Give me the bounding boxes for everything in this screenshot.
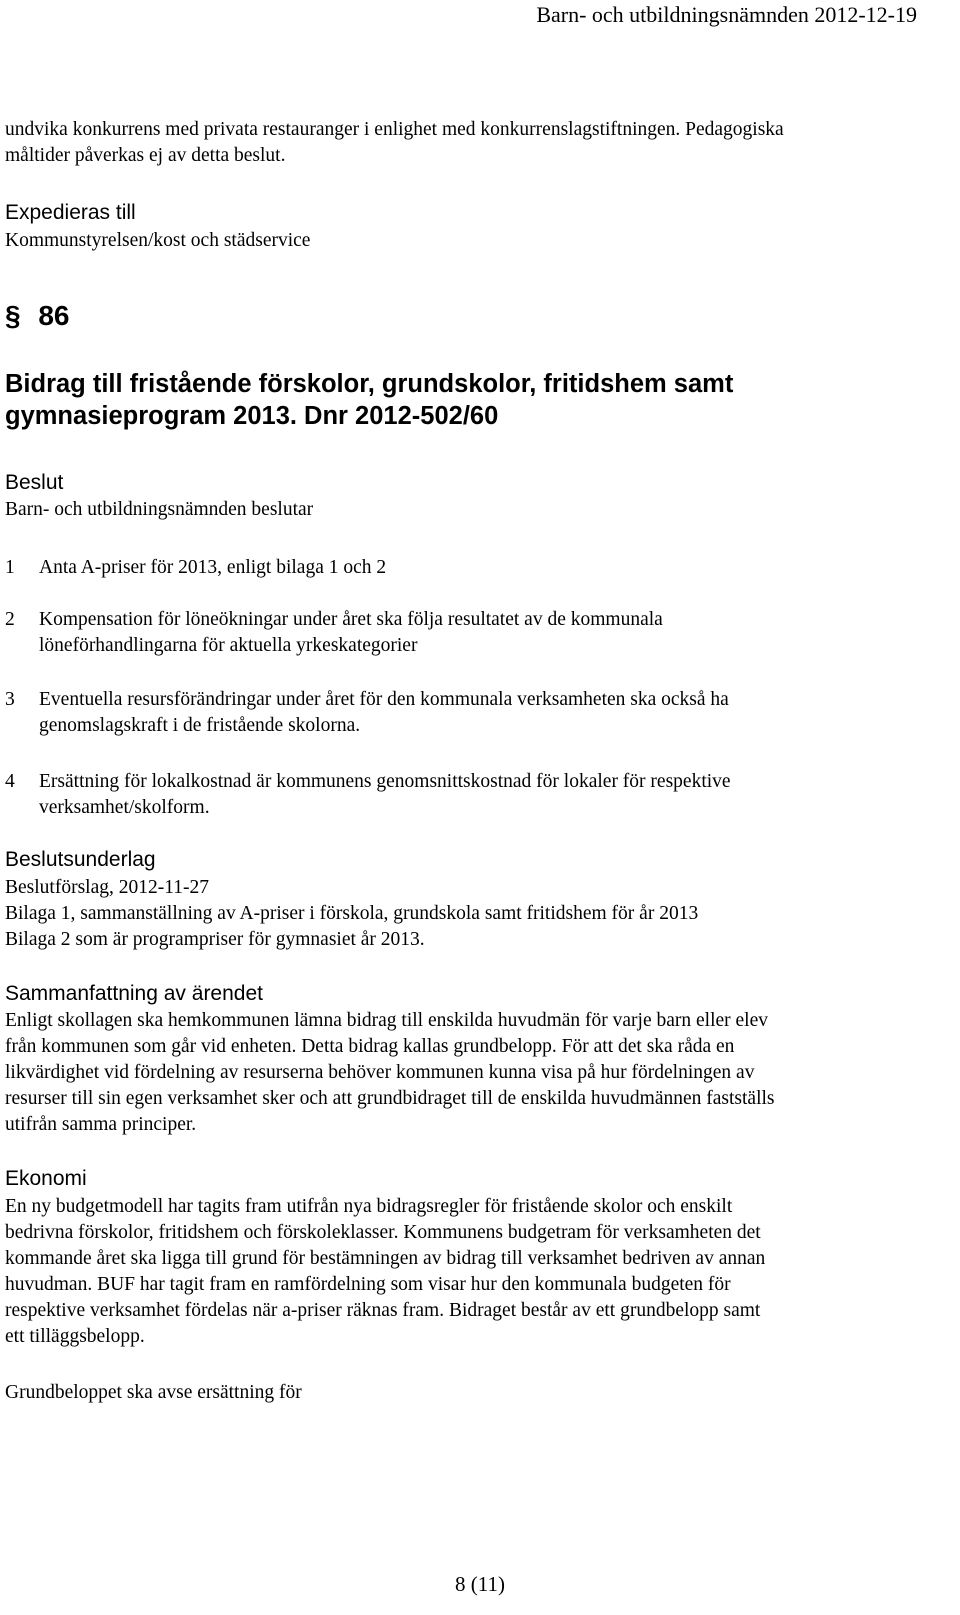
text-line: huvudman. BUF har tagit fram en ramfördelning som visar hur den kommunala budgeten för bbox=[5, 1274, 731, 1295]
page-header: Barn- och utbildningsnämnden 2012-12-19 bbox=[536, 2, 917, 27]
text-line: Eventuella resursförändringar under året för den kommunala verksamheten ska också ha bbox=[39, 689, 729, 710]
text-line: bedrivna förskolor, fritidshem och förskoleklasser. Kommunens budgetram för verksamheten det bbox=[5, 1222, 761, 1243]
text-line: verksamhet/skolform. bbox=[39, 797, 210, 818]
title-line: Bidrag till fristående förskolor, grundskolor, fritidshem samt bbox=[5, 370, 734, 398]
decision-text bbox=[39, 769, 731, 821]
text-line: likvärdighet vid fördelning av resurserna behöver kommunen kunna visa på hur fördelningen av bbox=[5, 1062, 755, 1083]
expedieras-text: Kommunstyrelsen/kost och städservice bbox=[5, 230, 311, 251]
text-line: resurser till sin egen verksamhet sker och att grundbidraget till de enskilda huvudmännen fastställs bbox=[5, 1088, 775, 1109]
text-line: respektive verksamhet fördelas när a-priser räknas fram. Bidraget består av ett grundbelopp samt bbox=[5, 1300, 761, 1321]
text-line: måltider påverkas ej av detta beslut. bbox=[5, 145, 286, 166]
decision-text bbox=[39, 687, 729, 739]
text-line: utifrån samma principer. bbox=[5, 1114, 197, 1135]
text-line: Anta A-priser för 2013, enligt bilaga 1 och 2 bbox=[39, 557, 387, 578]
page-number: 8 (11) bbox=[455, 1572, 505, 1596]
text-line: ett tilläggsbelopp. bbox=[5, 1326, 145, 1347]
text-line: genomslagskraft i de fristående skolorna. bbox=[39, 715, 361, 736]
decision-text bbox=[39, 607, 663, 659]
closing-line: Grundbeloppet ska avse ersättning för bbox=[5, 1382, 302, 1403]
decision-text bbox=[39, 555, 386, 581]
beslut-intro: Barn- och utbildningsnämnden beslutar bbox=[5, 499, 314, 520]
paragraph-number-value: 86 bbox=[38, 300, 70, 331]
beslutsunderlag-heading: Beslutsunderlag bbox=[5, 848, 156, 871]
decision-number: 3 bbox=[5, 689, 15, 710]
decision-number: 2 bbox=[5, 609, 15, 630]
decision-list bbox=[5, 0, 945, 1615]
ekonomi-heading: Ekonomi bbox=[5, 1167, 87, 1190]
ekonomi-text bbox=[5, 1194, 765, 1350]
text-line: En ny budgetmodell har tagits fram utifrån nya bidragsregler för fristående skolor och enskilt bbox=[5, 1196, 733, 1217]
text-line: Enligt skollagen ska hemkommunen lämna bidrag till enskilda huvudmän för varje barn eller elev bbox=[5, 1010, 768, 1031]
text-line: Ersättning för lokalkostnad är kommunens genomsnittskostnad för lokaler för respektive bbox=[39, 771, 731, 792]
sammanfattning-heading: Sammanfattning av ärendet bbox=[5, 982, 263, 1005]
expedieras-heading: Expedieras till bbox=[5, 201, 136, 224]
beslutsunderlag-list bbox=[5, 875, 698, 953]
document-reference: Bilaga 2 som är programpriser för gymnasiet år 2013. bbox=[5, 929, 425, 950]
text-line: från kommunen som går vid enheten. Detta bidrag kallas grundbelopp. För att det ska råda en bbox=[5, 1036, 735, 1057]
decision-number: 4 bbox=[5, 771, 15, 792]
decision-number: 1 bbox=[5, 557, 15, 578]
section-sign: § bbox=[5, 300, 21, 331]
title-line: gymnasieprogram 2013. Dnr 2012-502/60 bbox=[5, 402, 499, 430]
sammanfattning-text bbox=[5, 1008, 775, 1138]
document-reference: Beslutförslag, 2012-11-27 bbox=[5, 877, 209, 898]
text-line: undvika konkurrens med privata restauranger i enlighet med konkurrenslagstiftningen. Pedagogiska bbox=[5, 119, 784, 140]
text-line: löneförhandlingarna för aktuella yrkeskategorier bbox=[39, 635, 418, 656]
document-reference: Bilaga 1, sammanställning av A-priser i förskola, grundskola samt fritidshem för år 2013 bbox=[5, 903, 699, 924]
text-line: kommande året ska ligga till grund för bestämningen av bidrag till verksamhet bedriven av annan bbox=[5, 1248, 766, 1269]
beslut-heading: Beslut bbox=[5, 471, 64, 494]
text-line: Kompensation för löneökningar under året ska följa resultatet av de kommunala bbox=[39, 609, 663, 630]
